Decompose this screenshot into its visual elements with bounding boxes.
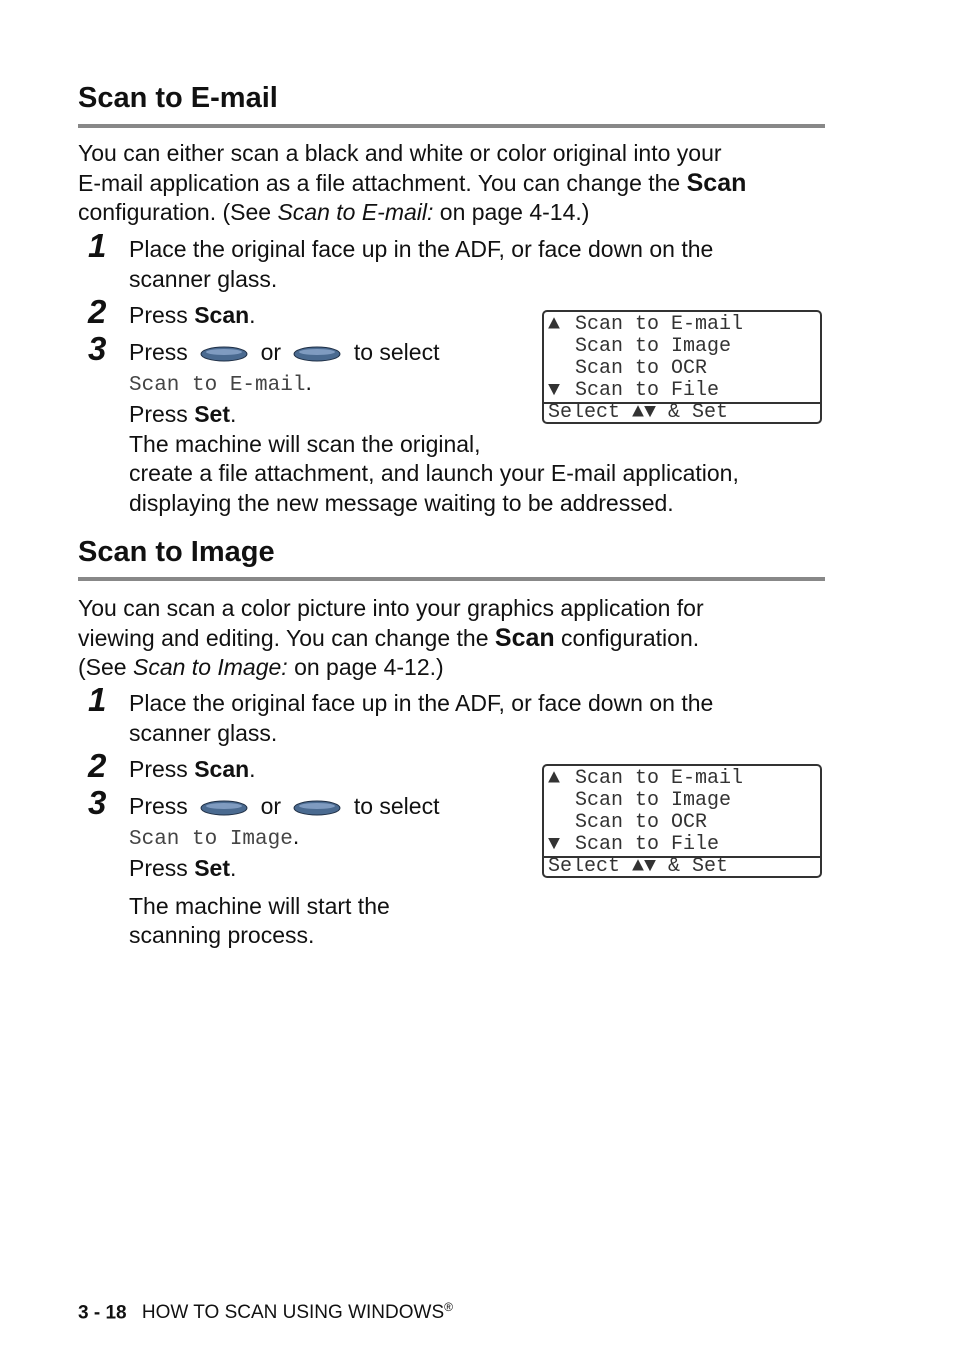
lcd-line: ▼ Scan to File — [548, 379, 720, 402]
lcd-line: ▼ Scan to File — [548, 833, 720, 856]
keyword-scan: Scan — [194, 756, 250, 782]
step-number: 2 — [88, 293, 107, 330]
step-number: 1 — [88, 227, 107, 264]
step-number: 2 — [88, 747, 107, 784]
up-arrow-icon: ▲ — [548, 313, 561, 336]
registered-mark: ® — [444, 1300, 453, 1314]
lcd-line: Scan to Image — [575, 789, 732, 812]
lcd-line: Scan to OCR — [575, 811, 708, 834]
step-number: 1 — [88, 681, 107, 718]
down-button-icon — [293, 346, 341, 362]
down-arrow-icon: ▼ — [548, 833, 561, 856]
lcd-line: ▲ Scan to E-mail — [548, 767, 744, 790]
lcd-footer: Select ▲▼ & Set — [548, 401, 729, 424]
lcd-line: Scan to Image — [575, 335, 732, 358]
intro-line: (See Scan to Image: on page 4-12.) — [78, 654, 444, 680]
lcd-display — [542, 310, 822, 424]
footer-title: HOW TO SCAN USING WINDOWS — [141, 1302, 445, 1324]
step-number: 3 — [88, 784, 107, 821]
keyword-scan: Scan — [494, 623, 555, 652]
intro-line: You can scan a color picture into your graphics application for — [78, 595, 704, 621]
lcd-line: ▲ Scan to E-mail — [548, 313, 744, 336]
intro-line: E-mail application as a file attachment. You can change the Scan — [78, 168, 747, 197]
keyword-scan: Scan — [194, 302, 250, 328]
section-divider — [78, 124, 825, 128]
down-button-icon — [293, 800, 341, 816]
cross-reference: Scan to E-mail: — [277, 199, 434, 225]
down-arrow-icon: ▼ — [548, 379, 561, 402]
keyword-set: Set — [194, 855, 230, 881]
step-number: 3 — [88, 330, 107, 367]
cross-reference: Scan to Image: — [132, 654, 288, 680]
section-title-scan-to-image: Scan to Image — [78, 536, 275, 568]
page-footer — [78, 1300, 453, 1324]
menu-option: Scan to E-mail — [129, 373, 306, 397]
step-3-text: Press or to select Scan to Image. Press Set. The machine will start the scanning process. — [129, 793, 440, 948]
step-2-text: Press Scan. — [129, 756, 256, 782]
intro-line: You can either scan a black and white or color original into your — [78, 140, 722, 166]
up-arrow-icon: ▲ — [548, 767, 561, 790]
up-button-icon — [200, 800, 248, 816]
section-divider — [78, 577, 825, 581]
intro-paragraph — [78, 594, 838, 683]
keyword-set: Set — [194, 401, 230, 427]
up-button-icon — [200, 346, 248, 362]
intro-line: configuration. (See Scan to E-mail: on page 4-14.) — [78, 199, 590, 225]
step-1-text: Place the original face up in the ADF, or face down on the scanner glass. — [129, 690, 714, 746]
section-title-scan-to-email: Scan to E-mail — [78, 82, 278, 114]
intro-paragraph — [78, 139, 838, 228]
lcd-footer: Select ▲▼ & Set — [548, 855, 729, 878]
page-number: 3 - 18 — [78, 1302, 127, 1324]
menu-option: Scan to Image — [129, 827, 293, 851]
keyword-scan: Scan — [686, 168, 747, 197]
lcd-line: Scan to OCR — [575, 357, 708, 380]
step-2-text: Press Scan. — [129, 302, 256, 328]
step-3-text: Press or to select Scan to E-mail. Press Set. The machine will scan the original, create a file attachment, and launch your E-mail application, displaying the new message waiting to be addressed. — [129, 339, 739, 516]
step-1-text: Place the original face up in the ADF, or face down on the scanner glass. — [129, 236, 714, 292]
intro-line: viewing and editing. You can change the Scan configuration. — [78, 623, 700, 652]
lcd-display — [542, 764, 822, 878]
